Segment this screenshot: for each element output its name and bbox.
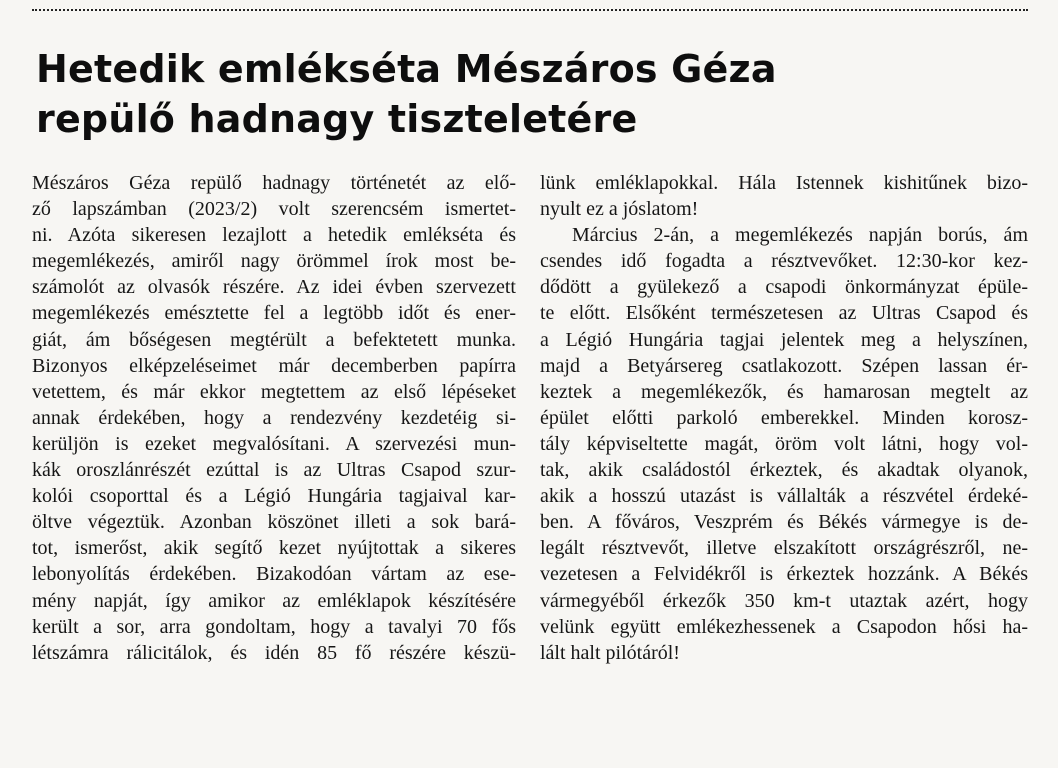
title-line-1: Hetedik emlékséta Mészáros Géza <box>36 47 777 91</box>
body-line: velünk együtt emlékezhessenek a Csapodon hősi ha- <box>540 615 1028 638</box>
right-column <box>540 170 1028 666</box>
article-title <box>36 44 1016 144</box>
body-line: vezetesen a Felvidékről is érkeztek hozzánk. A Békés <box>540 563 1028 586</box>
body-line: annak érdekében, hogy a rendezvény kezdetéig si- <box>32 406 516 429</box>
body-line: megemlékezés emésztette fel a legtöbb időt és ener- <box>32 302 516 325</box>
body-line: tot, ismerőst, akik segítő kezet nyújtottak a sikeres <box>32 537 516 560</box>
body-line: legált résztvevőt, illetve elszakított országrészről, ne- <box>540 537 1028 560</box>
paragraph-first-line: Március 2-án, a megemlékezés napján borús, ám <box>572 224 1028 247</box>
body-line: Mészáros Géza repülő hadnagy történetét az elő- <box>32 172 516 194</box>
top-dotted-rule <box>32 9 1028 11</box>
body-line: kolói csoporttal és a Légió Hungária tagjaival kar- <box>32 485 516 508</box>
body-line: kák oroszlánrészét ezúttal is az Ultras Csapod szur- <box>32 459 516 482</box>
left-column <box>32 170 516 666</box>
body-line: ni. Azóta sikeresen lezajlott a hetedik emlékséta és <box>32 224 516 247</box>
title-line-2: repülő hadnagy tiszteletére <box>36 97 638 141</box>
body-line: giát, ám bőségesen megtérült a befektetett munka. <box>32 328 516 351</box>
body-line: épület előtti parkoló emberekkel. Minden korosz- <box>540 406 1028 429</box>
body-line: tak, akik családostól érkeztek, és akadtak olyanok, <box>540 459 1028 482</box>
body-line: majd a Betyársereg csatlakozott. Szépen lassan ér- <box>540 354 1028 377</box>
body-line: lált halt pilótáról! <box>540 641 680 664</box>
body-line: keztek a megemlékezők, és hamarosan megtelt az <box>540 380 1028 403</box>
body-line: került a sor, arra gondoltam, hogy a tavalyi 70 fős <box>32 615 516 638</box>
body-line: tály képviseltette magát, öröm volt látni, hogy vol- <box>540 432 1028 455</box>
body-line: te előtt. Elsőként természetesen az Ultras Csapod és <box>540 302 1028 325</box>
body-line: létszámra rálicitálok, és idén 85 fő részére készü- <box>32 641 516 664</box>
body-line: ben. A főváros, Veszprém és Békés vármegye is de- <box>540 511 1028 534</box>
body-line: Bizonyos elképzeléseimet már decemberben papírra <box>32 354 516 377</box>
body-line: megemlékezés, amiről nagy örömmel írok most be- <box>32 250 516 273</box>
body-line: ző lapszámban (2023/2) volt szerencsém ismertet- <box>32 198 516 221</box>
body-line: vármegyéből érkezők 350 km-t utaztak azért, hogy <box>540 589 1028 612</box>
body-line: lebonyolítás érdekében. Bizakodóan vártam az ese- <box>32 563 516 586</box>
body-line: a Légió Hungária tagjai jelentek meg a helyszínen, <box>540 328 1028 351</box>
body-line: mény napját, így amikor az emléklapok készítésére <box>32 589 516 612</box>
body-line: számolót az olvasók részére. Az idei évben szervezett <box>32 276 516 299</box>
body-line: dődött a gyülekező a csapodi önkormányzat épüle- <box>540 276 1028 299</box>
body-line: kerüljön is ezeket megvalósítani. A szervezési mun- <box>32 432 516 455</box>
body-line: csendes idő fogadta a résztvevőket. 12:30-kor kez- <box>540 250 1028 273</box>
body-line: akik a hosszú utazást is vállalták a részvétel érdeké- <box>540 485 1028 508</box>
body-line: nyult ez a jóslatom! <box>540 198 699 221</box>
body-line: öltve végeztük. Azonban köszönet illeti a sok bará- <box>32 511 516 534</box>
body-line: vetettem, és már ekkor megtettem az első lépéseket <box>32 380 516 403</box>
body-line: lünk emléklapokkal. Hála Istennek kishitűnek bizo- <box>540 172 1028 194</box>
